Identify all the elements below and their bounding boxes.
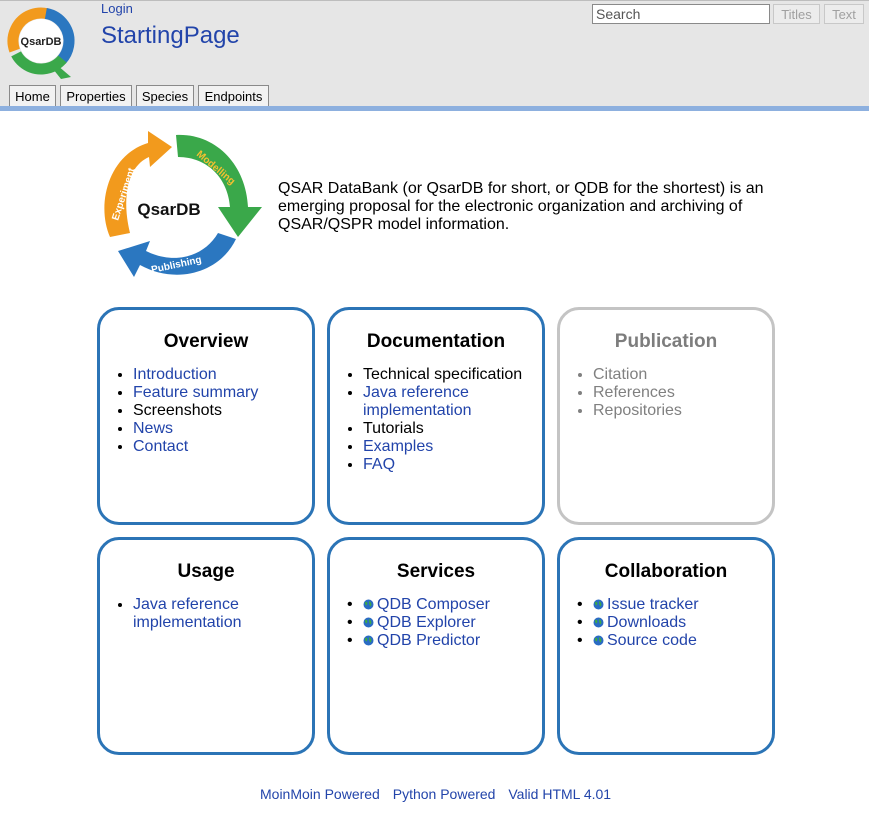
list-item: • Citation [593,366,768,384]
globe-icon [593,635,604,646]
card-list [343,596,538,650]
card-list [573,596,768,650]
card-documentation [327,307,545,525]
globe-icon [363,635,374,646]
card-list [113,366,308,456]
link-feature-summary[interactable]: Feature summary [133,384,259,401]
link-examples[interactable]: Examples [363,438,434,455]
link-usage-java-reference-implementation[interactable]: Java reference implementation [133,596,242,631]
list-item [363,596,538,614]
moinmoin-powered-link[interactable]: MoinMoin Powered [260,786,380,802]
tab-home[interactable]: Home [9,85,56,108]
list-item [363,384,538,420]
list-item [133,438,308,456]
list-item: • References [593,384,768,402]
globe-icon [593,599,604,610]
card-publication [557,307,775,525]
card-services [327,537,545,755]
search-input[interactable] [592,4,770,24]
link-issue-tracker[interactable]: Issue tracker [607,596,699,613]
list-item: • Repositories [593,402,768,420]
link-java-reference-implementation[interactable]: Java reference implementation [363,384,472,419]
qsardb-cycle-logo [96,125,266,287]
card-list [343,366,538,474]
link-introduction[interactable]: Introduction [133,366,217,383]
card-title: Usage [177,561,235,582]
card-title: Documentation [366,331,506,352]
card-list [573,366,768,420]
link-qdb-explorer[interactable]: QDB Explorer [377,614,476,631]
card-collaboration [557,537,775,755]
header-divider [0,106,869,111]
card-list [113,596,308,632]
list-item [593,632,768,650]
card-overview [97,307,315,525]
intro-text: QSAR DataBank (or QsarDB for short, or QDB for the shortest) is an emerging proposal for the electronic organization and archiving of QSAR/QSPR model information. [278,180,764,233]
link-contact[interactable]: Contact [133,438,189,455]
login-link[interactable]: Login [101,1,133,16]
tab-species[interactable]: Species [136,85,194,108]
list-item: • Tutorials [363,420,538,438]
python-powered-link[interactable]: Python Powered [392,786,496,802]
list-item [363,614,538,632]
card-title: Publication [614,331,718,352]
list-item [593,596,768,614]
globe-icon [363,617,374,628]
globe-icon [593,617,604,628]
list-item [363,456,538,474]
list-item [133,420,308,438]
footer [260,786,620,802]
card-title: Overview [163,331,249,352]
list-item: • Screenshots [133,402,308,420]
tab-endpoints[interactable]: Endpoints [198,85,269,108]
list-item [363,438,538,456]
cycle-modelling-text: Modelling [194,148,237,188]
card-title: Services [396,561,476,582]
cycle-experiment-text: Experiment [110,166,138,222]
titles-button[interactable]: Titles [773,4,820,24]
page-title[interactable]: StartingPage [101,22,240,49]
globe-icon [363,599,374,610]
cycle-publishing-text: Publishing [150,254,203,276]
link-news[interactable]: News [133,420,174,437]
valid-html-link[interactable]: Valid HTML 4.01 [508,786,612,802]
list-item [133,596,308,632]
cycle-center-text: QsarDB [137,200,201,219]
link-downloads[interactable]: Downloads [607,614,687,631]
list-item [133,384,308,402]
link-qdb-predictor[interactable]: QDB Predictor [377,632,481,649]
list-item [133,366,308,384]
qsardb-logo[interactable] [5,3,79,81]
link-faq[interactable]: FAQ [363,456,396,473]
card-usage [97,537,315,755]
tab-properties[interactable]: Properties [60,85,132,108]
list-item: • Technical specification [363,366,538,384]
text-button[interactable]: Text [824,4,864,24]
list-item [593,614,768,632]
header [0,0,869,108]
link-source-code[interactable]: Source code [607,632,697,649]
card-title: Collaboration [604,561,728,582]
list-item [363,632,538,650]
link-qdb-composer[interactable]: QDB Composer [377,596,490,613]
logo-text: QsarDB [20,36,62,48]
